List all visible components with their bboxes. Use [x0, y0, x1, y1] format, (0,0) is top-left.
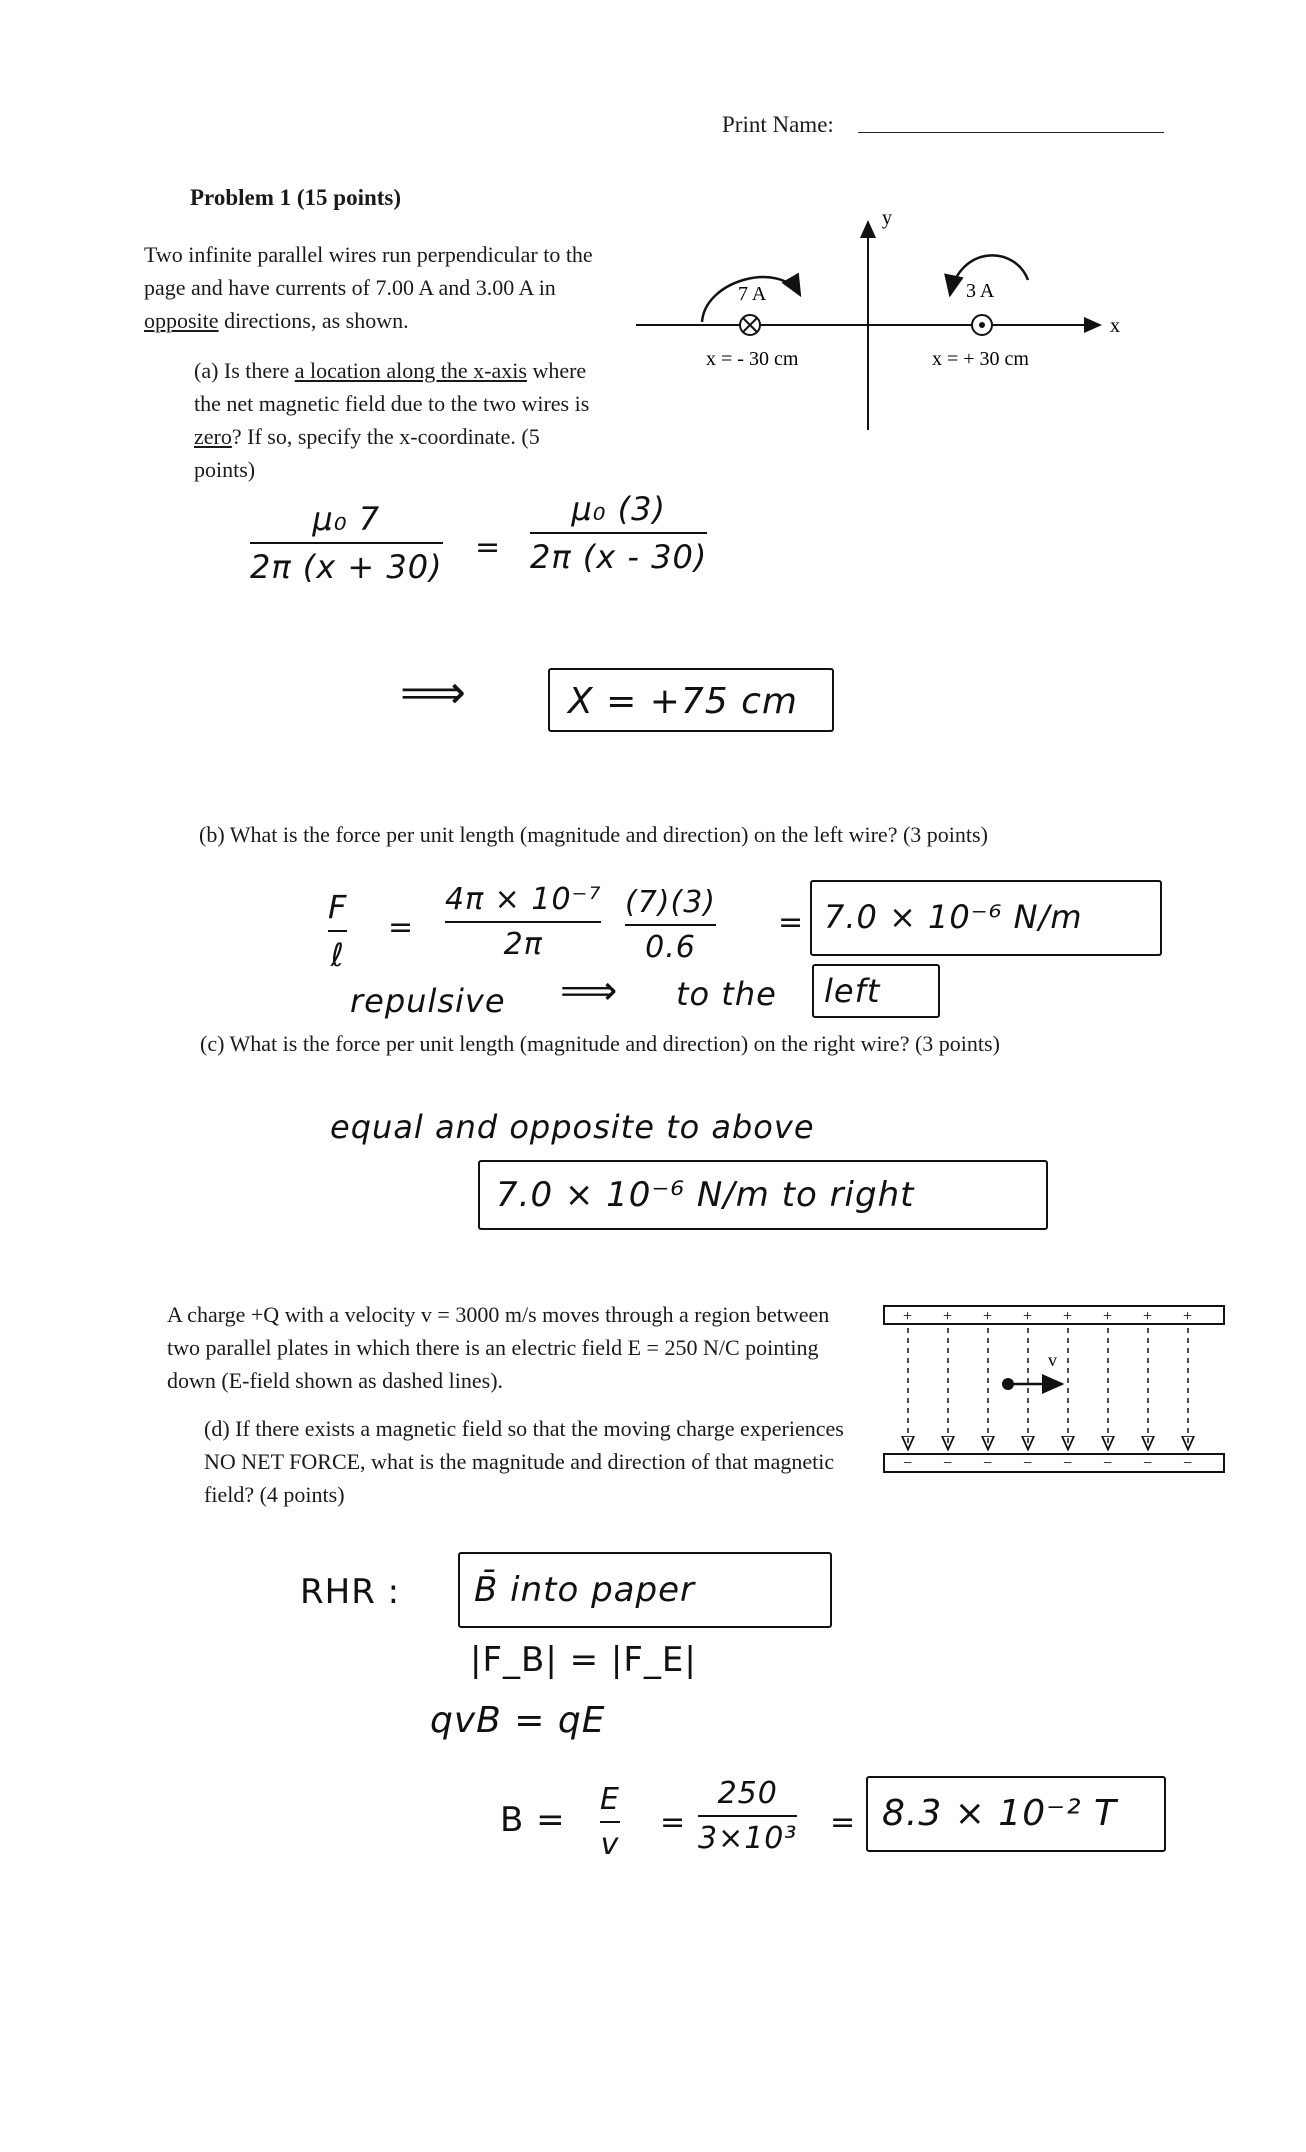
part-b-repulsive: repulsive — [350, 982, 506, 1020]
print-name-label: Print Name: — [722, 112, 834, 137]
minus-sign: − — [1143, 1455, 1153, 1472]
part-b-question: (b) What is the force per unit length (magnitude and direction) on the left wire? (3 points) — [199, 822, 988, 847]
print-name-line — [858, 132, 1164, 133]
part-a-answer-box: X = +75 cm — [548, 668, 834, 732]
part-c-explanation: equal and opposite to above — [330, 1108, 815, 1146]
minus-sign: − — [1063, 1455, 1073, 1472]
part-b-direction-box: left — [812, 964, 940, 1018]
part-b-to-the: to the — [676, 975, 777, 1013]
part-b-factor-1: $\frac{\text{4π × 10⁻⁷}}{2\pi}$ — [445, 882, 602, 962]
plus-sign: + — [1063, 1308, 1073, 1325]
plus-sign: + — [983, 1308, 993, 1325]
plus-sign: + — [1143, 1308, 1153, 1325]
part-a-implies-arrow: ⟹ — [400, 665, 467, 719]
part-d-rhr-label: RHR : — [300, 1572, 401, 1612]
minus-sign: − — [1183, 1455, 1193, 1472]
part-d-e-over-v: $\frac{E}{v}$ — [600, 1782, 620, 1862]
part-a-equals: = — [475, 530, 502, 565]
part-d-b-label: B = — [500, 1800, 566, 1840]
part-c-answer-box: 7.0 × 10⁻⁶ N/m to right — [478, 1160, 1048, 1230]
plates-diagram — [880, 1300, 1230, 1480]
left-current-label: 7 A — [738, 283, 767, 305]
minus-sign: − — [1103, 1455, 1113, 1472]
part-b-implies-arrow: ⟹ — [560, 968, 619, 1014]
part-a-question: (a) Is there a location along the x-axis where the net magnetic field due to the two wires is zero? If so, specify the x-coordinate. (5 points) — [194, 358, 590, 482]
positive-plate — [884, 1306, 1224, 1324]
minus-sign: − — [903, 1455, 913, 1472]
charge-intro: A charge +Q with a velocity v = 3000 m/s moves through a region between two parallel plates in which there is an electric field E = 250 N/C pointing down (E-field shown as dashed lines). — [167, 1302, 830, 1393]
right-wire-position: x = + 30 cm — [932, 348, 1029, 370]
problem-title: Problem 1 (15 points) — [190, 185, 402, 210]
plus-sign: + — [1183, 1308, 1193, 1325]
part-d-equals-2: = — [830, 1805, 857, 1840]
negative-plate — [884, 1454, 1224, 1472]
minus-sign: − — [943, 1455, 953, 1472]
part-c-question: (c) What is the force per unit length (magnitude and direction) on the right wire? (3 points) — [200, 1031, 1000, 1056]
charge-q-icon — [1002, 1378, 1014, 1390]
plus-sign: + — [1103, 1308, 1113, 1325]
part-d-equals: = — [660, 1805, 687, 1840]
part-b-lhs: $\frac{F}{\text{ℓ}}$ — [328, 888, 348, 974]
minus-sign: − — [1023, 1455, 1033, 1472]
plus-sign: + — [1023, 1308, 1033, 1325]
part-b-equals: = — [388, 910, 415, 945]
wires-diagram — [630, 200, 1150, 440]
part-d-force-balance: |F_B| = |F_E| — [470, 1640, 697, 1680]
plus-sign: + — [903, 1308, 913, 1325]
right-current-label: 3 A — [966, 280, 995, 302]
y-axis-label: y — [882, 207, 892, 229]
e-field-lines — [908, 1328, 1188, 1448]
x-axis-label: x — [1110, 315, 1120, 337]
part-d-qvb-equation: qvB = qE — [430, 1700, 606, 1741]
part-b-answer-box: 7.0 × 10⁻⁶ N/m — [810, 880, 1162, 956]
problem-intro: Two infinite parallel wires run perpendicular to the page and have currents of 7.00 A and 3.00 A in opposite directions, as shown. — [144, 242, 593, 333]
part-d-question: (d) If there exists a magnetic field so that the moving charge experiences NO NET FORCE, what is the magnitude and direction of that magnetic field? (4 points) — [204, 1416, 844, 1507]
minus-sign: − — [983, 1455, 993, 1472]
velocity-label: v — [1048, 1350, 1057, 1370]
part-b-equals-2: = — [778, 905, 805, 940]
part-b-factor-2: $\frac{(7)(3)}{0.6}$ — [625, 885, 716, 965]
part-d-value-fraction: $\frac{250}{\text{3×10³}}$ — [698, 1776, 798, 1856]
part-d-answer-box: 8.3 × 10⁻² T — [866, 1776, 1166, 1852]
part-a-equation-right: $\frac{\text{μ₀ (3)}}{2\pi (x - 30)}$ — [530, 490, 708, 576]
part-a-equation-left: $\frac{\text{μ₀ 7}}{2\pi (x + 30)}$ — [250, 500, 443, 586]
part-d-direction-box: B̄ into paper — [458, 1552, 832, 1628]
left-wire-position: x = - 30 cm — [706, 348, 799, 370]
plus-sign: + — [943, 1308, 953, 1325]
